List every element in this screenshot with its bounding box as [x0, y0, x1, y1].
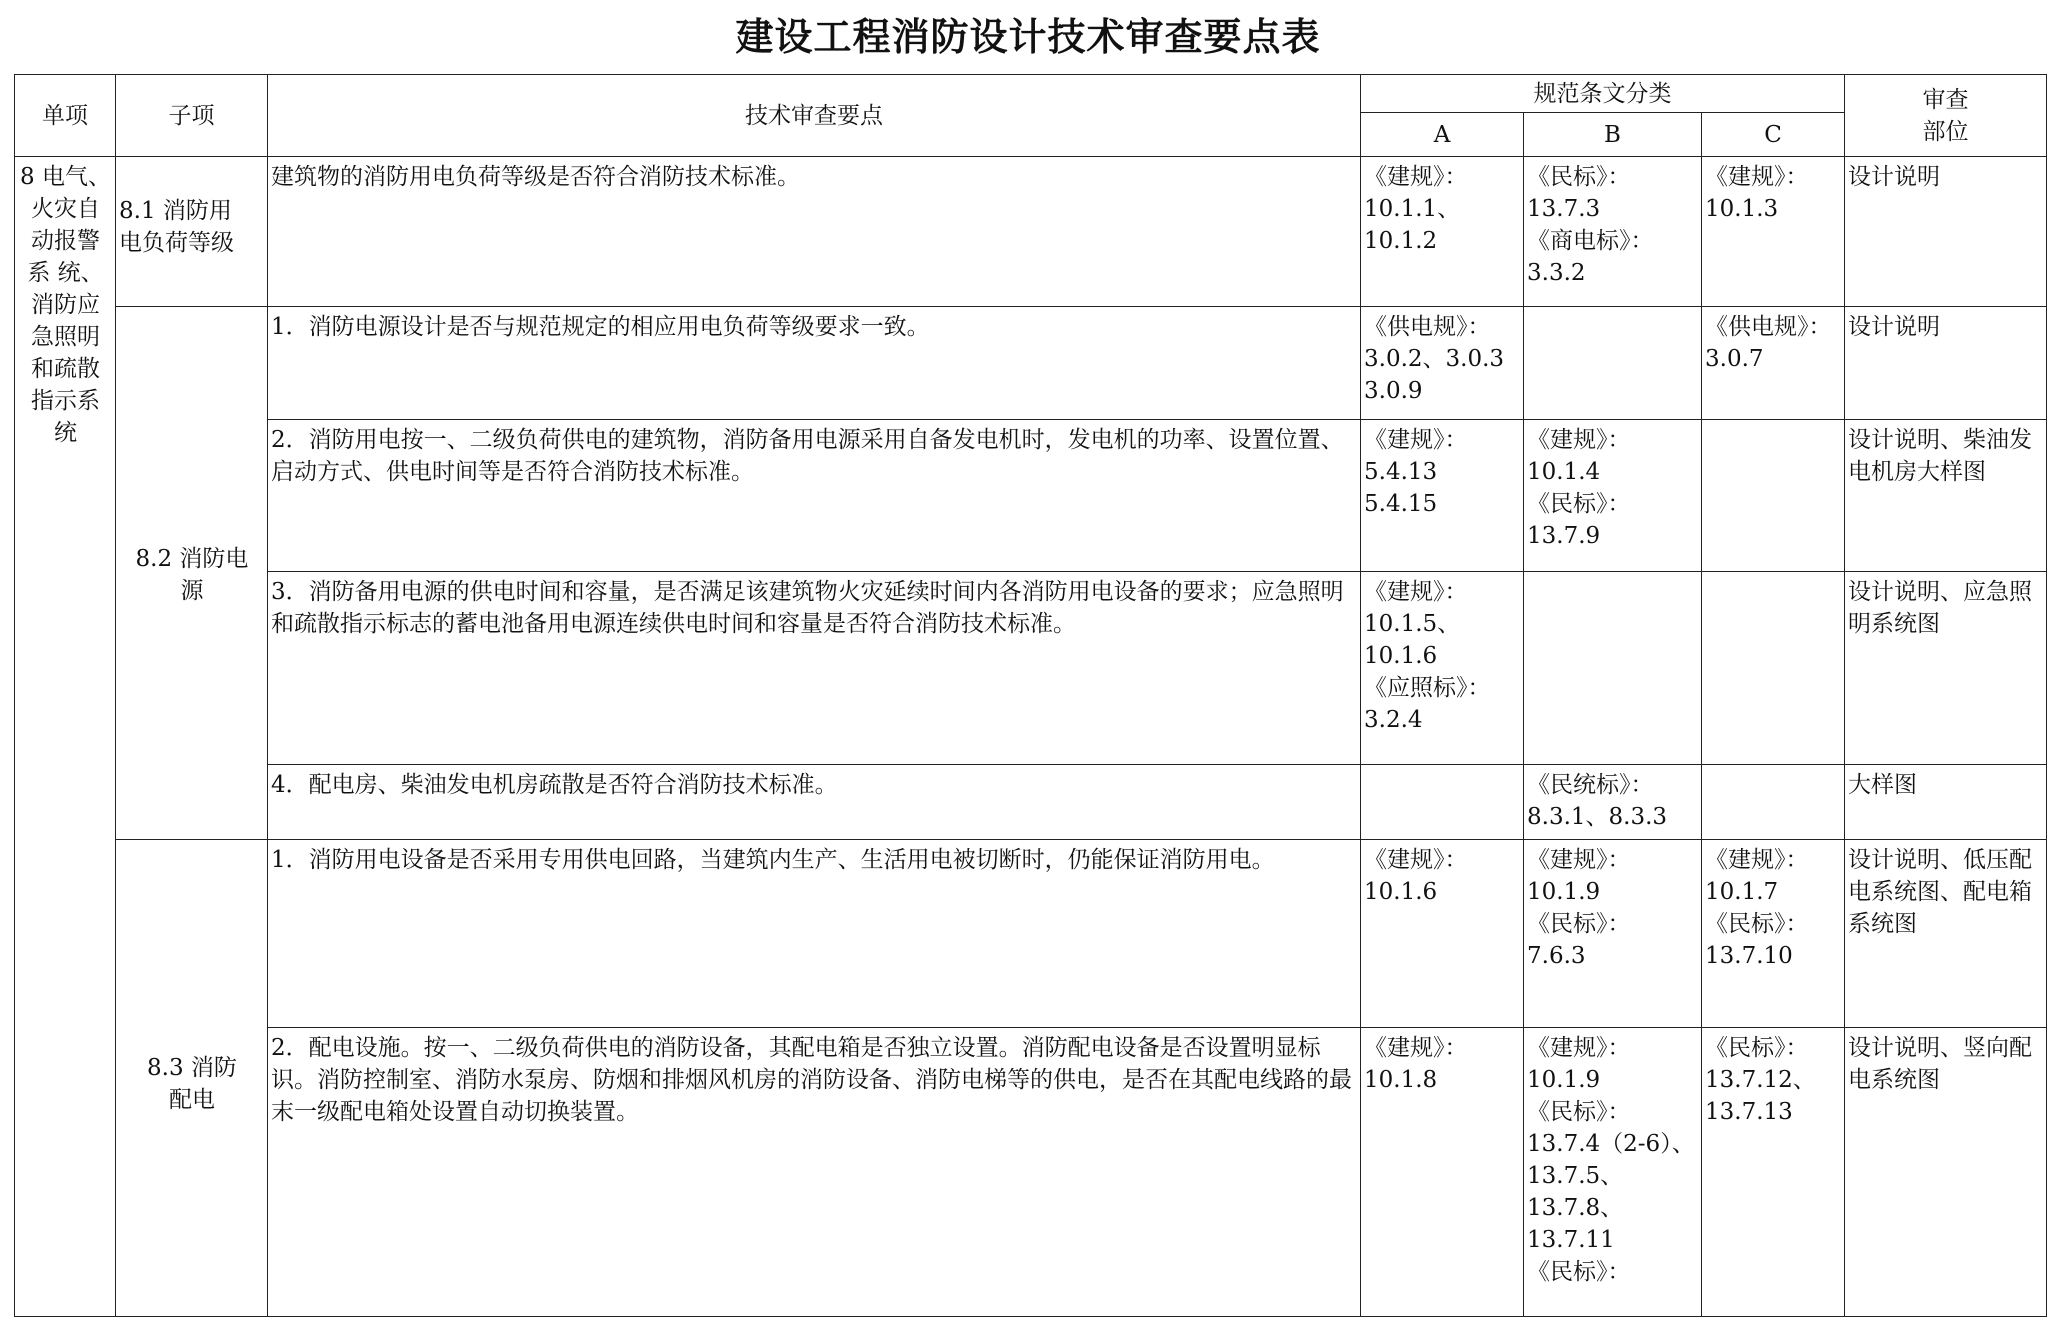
- ref-b-cell: [1524, 307, 1702, 420]
- header-row-1: [15, 75, 2047, 113]
- ref-a-cell: 《建规》： 10.1.6: [1361, 840, 1524, 1028]
- subitem-cell: 8.2 消防电 源: [116, 307, 268, 840]
- table-row: [15, 840, 2047, 1028]
- review-point-cell: 建筑物的消防用电负荷等级是否符合消防技术标准。: [268, 157, 1361, 307]
- review-point-cell: 4．配电房、柴油发电机房疏散是否符合消防技术标准。: [268, 765, 1361, 840]
- header-col-c: C: [1702, 113, 1845, 157]
- review-point-cell: 1．消防用电设备是否采用专用供电回路，当建筑内生产、生活用电被切断时，仍能保证消防用电。: [268, 840, 1361, 1028]
- table-row: [15, 420, 2047, 572]
- page-title: 建设工程消防设计技术审查要点表: [735, 15, 1321, 59]
- location-cell: 设计说明、竖向配电系统图: [1845, 1028, 2047, 1317]
- ref-b-cell: 《建规》： 10.1.9 《民标》： 7.6.3: [1524, 840, 1702, 1028]
- ref-a-cell: 《建规》： 10.1.8: [1361, 1028, 1524, 1317]
- ref-c-cell: 《建规》： 10.1.7 《民标》： 13.7.10: [1702, 840, 1845, 1028]
- ref-a-cell: 《供电规》： 3.0.2、3.0.3 3.0.9: [1361, 307, 1524, 420]
- ref-b-cell: 《民标》： 13.7.3 《商电标》： 3.3.2: [1524, 157, 1702, 307]
- location-cell: 设计说明、柴油发电机房大样图: [1845, 420, 2047, 572]
- table-row: [15, 157, 2047, 307]
- review-point-cell: 2．消防用电按一、二级负荷供电的建筑物，消防备用电源采用自备发电机时，发电机的功率、设置位置、启动方式、供电时间等是否符合消防技术标准。: [268, 420, 1361, 572]
- ref-b-cell: [1524, 572, 1702, 765]
- ref-c-cell: [1702, 420, 1845, 572]
- ref-c-cell: 《供电规》： 3.0.7: [1702, 307, 1845, 420]
- ref-c-cell: 《民标》： 13.7.12、 13.7.13: [1702, 1028, 1845, 1317]
- subitem-cell: 8.1 消防用 电负荷等级: [116, 157, 268, 307]
- ref-a-cell: 《建规》： 10.1.1、 10.1.2: [1361, 157, 1524, 307]
- review-point-cell: 1．消防电源设计是否与规范规定的相应用电负荷等级要求一致。: [268, 307, 1361, 420]
- table-row: [15, 1028, 2047, 1317]
- location-cell: 设计说明、低压配电系统图、配电箱系统图: [1845, 840, 2047, 1028]
- review-point-cell: 3．消防备用电源的供电时间和容量，是否满足该建筑物火灾延续时间内各消防用电设备的要求；应急照明和疏散指示标志的蓄电池备用电源连续供电时间和容量是否符合消防技术标准。: [268, 572, 1361, 765]
- header-col-a: A: [1361, 113, 1524, 157]
- ref-a-cell: 《建规》： 10.1.5、 10.1.6 《应照标》： 3.2.4: [1361, 572, 1524, 765]
- table-row: [15, 765, 2047, 840]
- header-review-points: 技术审查要点: [268, 75, 1361, 157]
- table-row: [15, 307, 2047, 420]
- header-subitem: 子项: [116, 75, 268, 157]
- header-review-location: 审查 部位: [1845, 75, 2047, 157]
- review-points-table: [14, 74, 2047, 1317]
- ref-c-cell: [1702, 572, 1845, 765]
- ref-a-cell: [1361, 765, 1524, 840]
- ref-b-cell: 《建规》： 10.1.9 《民标》： 13.7.4（2-6）、 13.7.5、 13.7.8、 13.7.11 《民标》：: [1524, 1028, 1702, 1317]
- ref-b-cell: 《建规》： 10.1.4 《民标》： 13.7.9: [1524, 420, 1702, 572]
- subitem-cell: 8.3 消防 配电: [116, 840, 268, 1317]
- ref-c-cell: 《建规》： 10.1.3: [1702, 157, 1845, 307]
- review-point-cell: 2．配电设施。按一、二级负荷供电的消防设备，其配电箱是否独立设置。消防配电设备是否设置明显标识。消防控制室、消防水泵房、防烟和排烟风机房的消防设备、消防电梯等的供电，是否在其配电线路的最末一级配电箱处设置自动切换装置。: [268, 1028, 1361, 1317]
- ref-c-cell: [1702, 765, 1845, 840]
- header-col-b: B: [1524, 113, 1702, 157]
- location-cell: 设计说明、应急照明系统图: [1845, 572, 2047, 765]
- ref-b-cell: 《民统标》： 8.3.1、8.3.3: [1524, 765, 1702, 840]
- location-cell: 大样图: [1845, 765, 2047, 840]
- header-classification: 规范条文分类: [1361, 75, 1845, 113]
- ref-a-cell: 《建规》： 5.4.13 5.4.15: [1361, 420, 1524, 572]
- location-cell: 设计说明: [1845, 307, 2047, 420]
- header-item: 单项: [15, 75, 116, 157]
- section-cell: 8 电气、 火灾自 动报警 系 统、 消防应 急照明 和疏散 指示系 统: [15, 157, 116, 1317]
- table-row: [15, 572, 2047, 765]
- location-cell: 设计说明: [1845, 157, 2047, 307]
